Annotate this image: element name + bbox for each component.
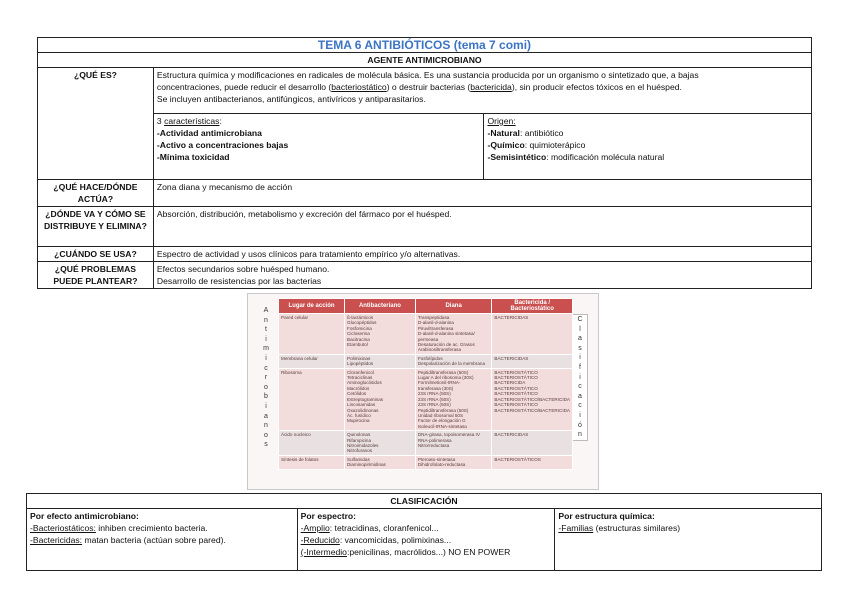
text: Origen:: [487, 116, 516, 126]
diana-cell: Fosfolípidos Despolarización de la membrana: [415, 354, 492, 368]
term-bactericida: bactericida: [470, 82, 512, 92]
text: -Reducido: [300, 535, 340, 545]
text: ) o destruir bacterias (: [386, 82, 471, 92]
image-table-row: [279, 314, 573, 355]
term-bacteriostatico: bacteriostático: [331, 82, 387, 92]
text: :: [219, 116, 222, 126]
que-es-label: ¿QUÉ ES?: [38, 68, 154, 180]
donde-va-text: Absorción, distribución, metabolismo y excreción del fármaco por el huésped.: [153, 207, 811, 247]
tipo-cell: BACTERICIDAS: [492, 431, 573, 456]
que-es-line3: Se incluyen antibacterianos, antifúngicos, antivíricos y antiparasitarios.: [156, 94, 426, 104]
que-hace-label: ¿QUÉ HACE/DÓNDE ACTÚA?: [38, 180, 154, 207]
tipo-cell: BACTERICIDAS: [492, 314, 573, 355]
page-title: TEMA 6 ANTIBIÓTICOS (tema 7 comi): [38, 38, 812, 53]
antibacteriano-cell: Cloranfenicol Tetraciclinas Aminoglucósidos Macrólidos Cetólidos Estreptograminas Lincosamidas Oxazolidinonas Ác. fusídico Mupirocina: [345, 368, 416, 430]
section-title: AGENTE ANTIMICROBIANO: [38, 53, 812, 68]
caracteristicas-heading: [157, 115, 481, 127]
clasif-heading: Por efecto antimicrobiano:: [30, 511, 139, 521]
image-table-row: [279, 431, 573, 456]
caracteristicas-cell: [153, 114, 484, 180]
clasif-line: [558, 522, 818, 534]
donde-va-label: ¿DÓNDE VA Y CÓMO SE DISTRIBUYE Y ELIMINA?: [38, 207, 154, 247]
lugar-cell: Pared celular: [279, 314, 345, 355]
clasif-estructura: [555, 509, 822, 571]
tipo-cell: BACTERICIDAS: [492, 354, 573, 368]
clasif-line: [301, 522, 552, 534]
problemas-line1: Efectos secundarios sobre huésped humano.: [156, 264, 330, 274]
text: ), sin producir efectos tóxicos en el huésped.: [511, 82, 682, 92]
que-hace-text: Zona diana y mecanismo de acción: [153, 180, 811, 207]
origen-quimico: [487, 139, 808, 151]
diana-cell: DNA-girasa, topoisomerasa IV RNA-polimerasa Nitrorreductasa: [415, 431, 492, 456]
diana-cell: Pteroato-sintetasa Dihidrofolato-reductasa: [415, 455, 492, 469]
clasif-espectro: [297, 509, 555, 571]
vertical-label-right: C l a s i f i c a c i ó n: [572, 314, 588, 441]
text: -Químico: [487, 140, 525, 150]
lugar-cell: Membrana celular: [279, 354, 345, 368]
image-header: Antibacteriano: [345, 299, 416, 314]
text: -Familias: [558, 523, 594, 533]
text: : tetracidinas, cloranfenicol...: [329, 523, 439, 533]
origen-natural: [487, 127, 808, 139]
text: inhiben crecimiento bacteria.: [95, 523, 208, 533]
diana-cell: Transpeptidasa D-alanil-d-alanina Piruviltransferasa D-alanil-d-alanina sintetasa/ permeasa Desaturación de ac. Grasos Arabinosiltransferasa: [415, 314, 492, 355]
image-table-row: [279, 354, 573, 368]
antimicrobial-table-image: [247, 293, 599, 490]
tipo-cell: BACTERIOSTÁTICO BACTERIOSTÁTICO BACTERICIDA BACTERIOSTÁTICO BACTERIOSTÁTICO BACTERIOSTÁTICO/BACTERICIDA BACTERIOSTÁTICO BACTERIOSTÁTICO/BACTERICIDA: [492, 368, 573, 430]
que-es-line1: Estructura química y modificaciones en radicales de molécula básica. Es una sustancia producida por un organismo o sintetizado que, a bajas: [156, 70, 699, 80]
problemas-label: ¿QUÉ PROBLEMAS PUEDE PLANTEAR?: [38, 262, 154, 289]
text: : antibiótico: [519, 128, 564, 138]
image-table-row: [279, 368, 573, 430]
main-table: [37, 37, 812, 289]
clasif-line: [301, 534, 552, 546]
problemas-text: [153, 262, 811, 289]
text: concentraciones, puede reducir el desarrollo (: [156, 82, 332, 92]
image-header: Lugar de acción: [279, 299, 345, 314]
text: : modificación molécula natural: [546, 152, 665, 162]
antibacteriano-cell: Polimixinas Lipopéptidos: [345, 354, 416, 368]
cuando-label: ¿CUÁNDO SE USA?: [38, 247, 154, 262]
origen-cell: [484, 114, 812, 180]
text: :penicilinas, macrólidos...) NO EN POWER: [346, 547, 511, 557]
text: -Semisintético: [487, 152, 547, 162]
text: -Natural: [487, 128, 520, 138]
text: (-Intermedio: [300, 547, 347, 557]
que-es-text: [153, 68, 811, 114]
text: (estructuras similares): [593, 523, 681, 533]
clasif-line: [30, 534, 294, 546]
clasificacion-title: CLASIFICACIÓN: [27, 494, 822, 509]
image-table: [278, 298, 573, 470]
diana-cell: Peptidiltransferasa (50S) Lugar A del ribosoma (30S) Formilmetionil-tRNA- transferasa (30S) 23S rRNA (50S) 23S rRNA (50S) 23S rRNA (50S) Peptidiltransferasa (50S) Unidad ribosomal 50S Factor de elongación G Isoleucil-tRNA-sintetasa: [415, 368, 492, 430]
image-header: Bactericida / Bacteriostático: [492, 299, 573, 314]
text: : quimioterápico: [524, 140, 586, 150]
antibacteriano-cell: Quinolonas Rifampicina Nitroimidazoles Nitrofuranos: [345, 431, 416, 456]
caract-item: -Actividad antimicrobiana: [156, 128, 262, 138]
text: matan bacteria (actúan sobre pared).: [82, 535, 226, 545]
antibacteriano-cell: Sulfamidas Diaminopirimidinas: [345, 455, 416, 469]
image-header: Diana: [415, 299, 492, 314]
text: 3: [156, 116, 165, 126]
lugar-cell: Síntesis de folatos: [279, 455, 345, 469]
image-table-row: [279, 455, 573, 469]
problemas-line2: Desarrollo de resistencias por las bacterias: [156, 276, 322, 286]
origen-semi: [487, 151, 808, 163]
antibacteriano-cell: ß-lactámicos Glucopéptidos Fosfomicina Cicloserina Bacitracina Etambutol: [345, 314, 416, 355]
caract-item: -Mínima toxicidad: [156, 152, 230, 162]
clasif-heading: Por estructura química:: [558, 511, 655, 521]
caract-item: -Activo a concentraciones bajas: [156, 140, 289, 150]
clasif-line: [30, 522, 294, 534]
text: características: [164, 116, 220, 126]
clasif-efecto: [27, 509, 298, 571]
que-es-line2: [157, 81, 808, 93]
clasif-line: [301, 546, 552, 558]
lugar-cell: Ácido nucleico: [279, 431, 345, 456]
lugar-cell: Ribosoma: [279, 368, 345, 430]
text: -Bacteriostáticos:: [30, 523, 96, 533]
clasif-heading: Por espectro:: [300, 511, 357, 521]
text: -Amplio: [300, 523, 330, 533]
vertical-label-left: A n t i m i c r o b i a n o s: [263, 307, 269, 449]
text: : vancomicidas, polimixinas...: [339, 535, 452, 545]
text: -Bactericidas:: [30, 535, 83, 545]
tipo-cell: BACTERIOSTÁTICOS: [492, 455, 573, 469]
clasificacion-table: [26, 493, 822, 571]
cuando-text: Espectro de actividad y usos clínicos para tratamiento empírico y/o alternativas.: [153, 247, 811, 262]
origen-heading: [487, 115, 808, 127]
